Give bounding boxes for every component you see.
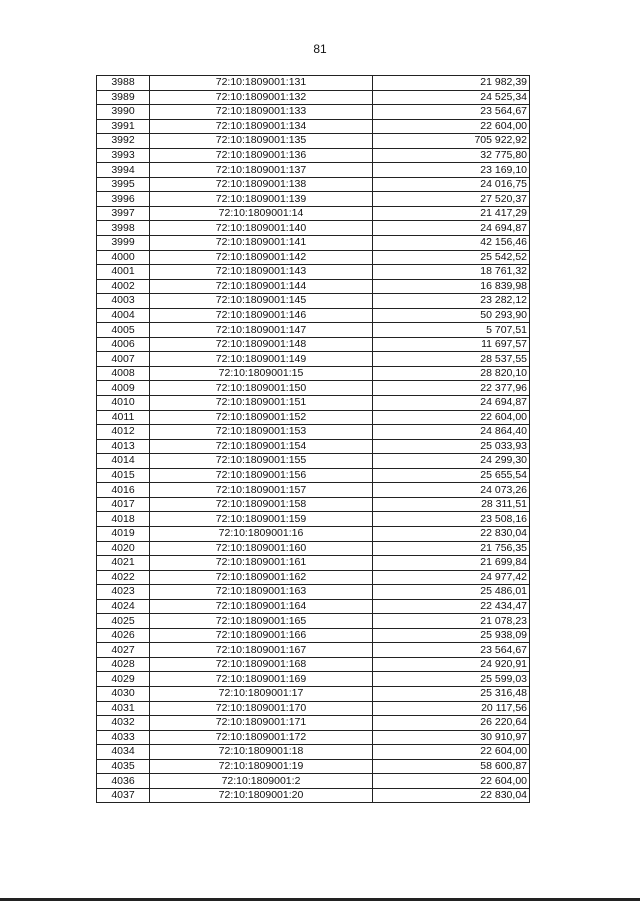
row-number-cell: 4030 xyxy=(97,686,150,701)
cadastral-value-cell: 24 525,34 xyxy=(373,90,530,105)
cadastral-number-cell: 72:10:1809001:165 xyxy=(150,614,373,629)
row-number-cell: 3994 xyxy=(97,163,150,178)
row-number-cell: 3999 xyxy=(97,236,150,251)
row-number-cell: 3989 xyxy=(97,90,150,105)
table-row xyxy=(97,250,530,265)
cadastral-number-cell: 72:10:1809001:168 xyxy=(150,657,373,672)
row-number-cell: 4033 xyxy=(97,730,150,745)
cadastral-number-cell: 72:10:1809001:145 xyxy=(150,294,373,309)
cadastral-value-cell: 30 910,97 xyxy=(373,730,530,745)
cadastral-number-cell: 72:10:1809001:136 xyxy=(150,148,373,163)
cadastral-value-cell: 21 078,23 xyxy=(373,614,530,629)
cadastral-number-cell: 72:10:1809001:157 xyxy=(150,483,373,498)
table-row xyxy=(97,745,530,760)
cadastral-number-cell: 72:10:1809001:147 xyxy=(150,323,373,338)
cadastral-value-cell: 24 073,26 xyxy=(373,483,530,498)
row-number-cell: 4000 xyxy=(97,250,150,265)
row-number-cell: 4011 xyxy=(97,410,150,425)
cadastral-number-cell: 72:10:1809001:137 xyxy=(150,163,373,178)
table-row xyxy=(97,526,530,541)
table-row xyxy=(97,439,530,454)
row-number-cell: 4032 xyxy=(97,716,150,731)
row-number-cell: 3996 xyxy=(97,192,150,207)
cadastral-number-cell: 72:10:1809001:161 xyxy=(150,556,373,571)
row-number-cell: 4031 xyxy=(97,701,150,716)
cadastral-value-cell: 23 282,12 xyxy=(373,294,530,309)
cadastral-number-cell: 72:10:1809001:169 xyxy=(150,672,373,687)
cadastral-value-cell: 25 542,52 xyxy=(373,250,530,265)
cadastral-number-cell: 72:10:1809001:142 xyxy=(150,250,373,265)
cadastral-value-cell: 21 982,39 xyxy=(373,76,530,91)
table-row xyxy=(97,454,530,469)
table-row xyxy=(97,701,530,716)
cadastral-value-cell: 25 033,93 xyxy=(373,439,530,454)
cadastral-value-cell: 25 316,48 xyxy=(373,686,530,701)
row-number-cell: 3992 xyxy=(97,134,150,149)
cadastral-number-cell: 72:10:1809001:160 xyxy=(150,541,373,556)
row-number-cell: 4002 xyxy=(97,279,150,294)
row-number-cell: 4006 xyxy=(97,337,150,352)
cadastral-number-cell: 72:10:1809001:141 xyxy=(150,236,373,251)
table-row xyxy=(97,556,530,571)
table-row xyxy=(97,381,530,396)
row-number-cell: 4023 xyxy=(97,585,150,600)
cadastral-value-cell: 32 775,80 xyxy=(373,148,530,163)
cadastral-number-cell: 72:10:1809001:151 xyxy=(150,396,373,411)
row-number-cell: 4022 xyxy=(97,570,150,585)
table-row xyxy=(97,628,530,643)
table-row xyxy=(97,657,530,672)
table-row xyxy=(97,90,530,105)
cadastral-value-cell: 23 508,16 xyxy=(373,512,530,527)
cadastral-value-cell: 21 699,84 xyxy=(373,556,530,571)
row-number-cell: 4027 xyxy=(97,643,150,658)
cadastral-number-cell: 72:10:1809001:164 xyxy=(150,599,373,614)
cadastral-number-cell: 72:10:1809001:166 xyxy=(150,628,373,643)
row-number-cell: 4021 xyxy=(97,556,150,571)
row-number-cell: 4016 xyxy=(97,483,150,498)
cadastral-value-cell: 24 977,42 xyxy=(373,570,530,585)
cadastral-value-cell: 18 761,32 xyxy=(373,265,530,280)
row-number-cell: 4020 xyxy=(97,541,150,556)
row-number-cell: 3991 xyxy=(97,119,150,134)
cadastral-value-cell: 26 220,64 xyxy=(373,716,530,731)
table-row xyxy=(97,221,530,236)
row-number-cell: 3990 xyxy=(97,105,150,120)
table-row xyxy=(97,410,530,425)
cadastral-number-cell: 72:10:1809001:154 xyxy=(150,439,373,454)
table-row xyxy=(97,716,530,731)
row-number-cell: 4004 xyxy=(97,308,150,323)
table-row xyxy=(97,148,530,163)
cadastral-number-cell: 72:10:1809001:132 xyxy=(150,90,373,105)
table-row xyxy=(97,236,530,251)
cadastral-value-cell: 16 839,98 xyxy=(373,279,530,294)
cadastral-value-cell: 58 600,87 xyxy=(373,759,530,774)
table-row xyxy=(97,599,530,614)
row-number-cell: 4010 xyxy=(97,396,150,411)
cadastral-value-cell: 22 830,04 xyxy=(373,526,530,541)
cadastral-number-cell: 72:10:1809001:138 xyxy=(150,177,373,192)
table-row xyxy=(97,614,530,629)
cadastral-number-cell: 72:10:1809001:17 xyxy=(150,686,373,701)
cadastral-number-cell: 72:10:1809001:152 xyxy=(150,410,373,425)
cadastral-value-cell: 22 604,00 xyxy=(373,774,530,789)
row-number-cell: 4013 xyxy=(97,439,150,454)
cadastral-value-cell: 22 604,00 xyxy=(373,119,530,134)
row-number-cell: 3998 xyxy=(97,221,150,236)
table-row xyxy=(97,192,530,207)
cadastral-value-cell: 25 599,03 xyxy=(373,672,530,687)
table-row xyxy=(97,643,530,658)
table-row xyxy=(97,672,530,687)
table-row xyxy=(97,163,530,178)
row-number-cell: 4029 xyxy=(97,672,150,687)
row-number-cell: 4024 xyxy=(97,599,150,614)
cadastral-number-cell: 72:10:1809001:150 xyxy=(150,381,373,396)
table-row xyxy=(97,468,530,483)
cadastral-number-cell: 72:10:1809001:140 xyxy=(150,221,373,236)
cadastral-number-cell: 72:10:1809001:158 xyxy=(150,497,373,512)
row-number-cell: 4017 xyxy=(97,497,150,512)
table-row xyxy=(97,774,530,789)
cadastral-number-cell: 72:10:1809001:20 xyxy=(150,788,373,803)
table-row xyxy=(97,366,530,381)
cadastral-number-cell: 72:10:1809001:16 xyxy=(150,526,373,541)
cadastral-value-cell: 28 311,51 xyxy=(373,497,530,512)
cadastral-value-cell: 23 564,67 xyxy=(373,105,530,120)
table-row xyxy=(97,396,530,411)
cadastral-number-cell: 72:10:1809001:172 xyxy=(150,730,373,745)
cadastral-number-cell: 72:10:1809001:162 xyxy=(150,570,373,585)
row-number-cell: 4012 xyxy=(97,425,150,440)
cadastral-number-cell: 72:10:1809001:144 xyxy=(150,279,373,294)
cadastral-value-cell: 24 299,30 xyxy=(373,454,530,469)
row-number-cell: 3988 xyxy=(97,76,150,91)
cadastral-value-cell: 50 293,90 xyxy=(373,308,530,323)
cadastral-value-cell: 11 697,57 xyxy=(373,337,530,352)
table-row xyxy=(97,788,530,803)
cadastral-value-cell: 24 920,91 xyxy=(373,657,530,672)
cadastral-number-cell: 72:10:1809001:153 xyxy=(150,425,373,440)
row-number-cell: 4001 xyxy=(97,265,150,280)
cadastral-number-cell: 72:10:1809001:159 xyxy=(150,512,373,527)
table-row xyxy=(97,119,530,134)
table-row xyxy=(97,206,530,221)
cadastral-value-cell: 24 016,75 xyxy=(373,177,530,192)
cadastral-value-cell: 22 434,47 xyxy=(373,599,530,614)
cadastral-value-cell: 23 564,67 xyxy=(373,643,530,658)
cadastral-number-cell: 72:10:1809001:134 xyxy=(150,119,373,134)
cadastral-number-cell: 72:10:1809001:135 xyxy=(150,134,373,149)
row-number-cell: 3997 xyxy=(97,206,150,221)
row-number-cell: 4007 xyxy=(97,352,150,367)
cadastral-value-cell: 25 486,01 xyxy=(373,585,530,600)
cadastral-number-cell: 72:10:1809001:19 xyxy=(150,759,373,774)
cadastral-value-cell: 23 169,10 xyxy=(373,163,530,178)
table-row xyxy=(97,541,530,556)
cadastral-value-cell: 24 694,87 xyxy=(373,221,530,236)
table-row xyxy=(97,337,530,352)
cadastral-value-cell: 22 830,04 xyxy=(373,788,530,803)
table-row xyxy=(97,352,530,367)
cadastral-value-cell: 25 655,54 xyxy=(373,468,530,483)
table-row xyxy=(97,730,530,745)
cadastral-value-cell: 28 537,55 xyxy=(373,352,530,367)
cadastral-number-cell: 72:10:1809001:148 xyxy=(150,337,373,352)
table-row xyxy=(97,497,530,512)
cadastral-number-cell: 72:10:1809001:170 xyxy=(150,701,373,716)
cadastral-value-cell: 25 938,09 xyxy=(373,628,530,643)
cadastral-number-cell: 72:10:1809001:14 xyxy=(150,206,373,221)
table-body xyxy=(97,76,530,803)
cadastral-number-cell: 72:10:1809001:15 xyxy=(150,366,373,381)
row-number-cell: 4008 xyxy=(97,366,150,381)
page-number: 81 xyxy=(313,42,327,56)
cadastral-number-cell: 72:10:1809001:149 xyxy=(150,352,373,367)
cadastral-value-cell: 27 520,37 xyxy=(373,192,530,207)
cadastral-number-cell: 72:10:1809001:167 xyxy=(150,643,373,658)
cadastral-number-cell: 72:10:1809001:146 xyxy=(150,308,373,323)
cadastral-value-cell: 21 756,35 xyxy=(373,541,530,556)
table-row xyxy=(97,759,530,774)
cadastral-number-cell: 72:10:1809001:131 xyxy=(150,76,373,91)
cadastral-value-cell: 28 820,10 xyxy=(373,366,530,381)
cadastral-number-cell: 72:10:1809001:155 xyxy=(150,454,373,469)
cadastral-number-cell: 72:10:1809001:139 xyxy=(150,192,373,207)
cadastral-number-cell: 72:10:1809001:156 xyxy=(150,468,373,483)
cadastral-value-table xyxy=(96,75,530,803)
row-number-cell: 3993 xyxy=(97,148,150,163)
row-number-cell: 4003 xyxy=(97,294,150,309)
row-number-cell: 4028 xyxy=(97,657,150,672)
table-row xyxy=(97,134,530,149)
row-number-cell: 4025 xyxy=(97,614,150,629)
row-number-cell: 4037 xyxy=(97,788,150,803)
cadastral-number-cell: 72:10:1809001:143 xyxy=(150,265,373,280)
cadastral-number-cell: 72:10:1809001:133 xyxy=(150,105,373,120)
cadastral-number-cell: 72:10:1809001:163 xyxy=(150,585,373,600)
table-row xyxy=(97,308,530,323)
row-number-cell: 4009 xyxy=(97,381,150,396)
cadastral-value-cell: 5 707,51 xyxy=(373,323,530,338)
table-row xyxy=(97,425,530,440)
cadastral-value-cell: 22 604,00 xyxy=(373,410,530,425)
cadastral-value-cell: 705 922,92 xyxy=(373,134,530,149)
table-row xyxy=(97,512,530,527)
cadastral-value-cell: 24 864,40 xyxy=(373,425,530,440)
table-row xyxy=(97,105,530,120)
cadastral-value-cell: 24 694,87 xyxy=(373,396,530,411)
row-number-cell: 4019 xyxy=(97,526,150,541)
row-number-cell: 4034 xyxy=(97,745,150,760)
cadastral-value-cell: 21 417,29 xyxy=(373,206,530,221)
row-number-cell: 4018 xyxy=(97,512,150,527)
page-bottom-edge xyxy=(0,898,640,901)
table-row xyxy=(97,483,530,498)
table-row xyxy=(97,76,530,91)
cadastral-number-cell: 72:10:1809001:18 xyxy=(150,745,373,760)
row-number-cell: 4026 xyxy=(97,628,150,643)
table-row xyxy=(97,686,530,701)
row-number-cell: 4036 xyxy=(97,774,150,789)
row-number-cell: 3995 xyxy=(97,177,150,192)
table-row xyxy=(97,323,530,338)
cadastral-value-cell: 20 117,56 xyxy=(373,701,530,716)
cadastral-number-cell: 72:10:1809001:2 xyxy=(150,774,373,789)
row-number-cell: 4005 xyxy=(97,323,150,338)
row-number-cell: 4015 xyxy=(97,468,150,483)
cadastral-value-cell: 22 604,00 xyxy=(373,745,530,760)
table-row xyxy=(97,294,530,309)
cadastral-number-cell: 72:10:1809001:171 xyxy=(150,716,373,731)
row-number-cell: 4035 xyxy=(97,759,150,774)
table-row xyxy=(97,177,530,192)
table-row xyxy=(97,585,530,600)
table-row xyxy=(97,570,530,585)
row-number-cell: 4014 xyxy=(97,454,150,469)
table-row xyxy=(97,279,530,294)
cadastral-value-cell: 22 377,96 xyxy=(373,381,530,396)
cadastral-value-cell: 42 156,46 xyxy=(373,236,530,251)
table-row xyxy=(97,265,530,280)
